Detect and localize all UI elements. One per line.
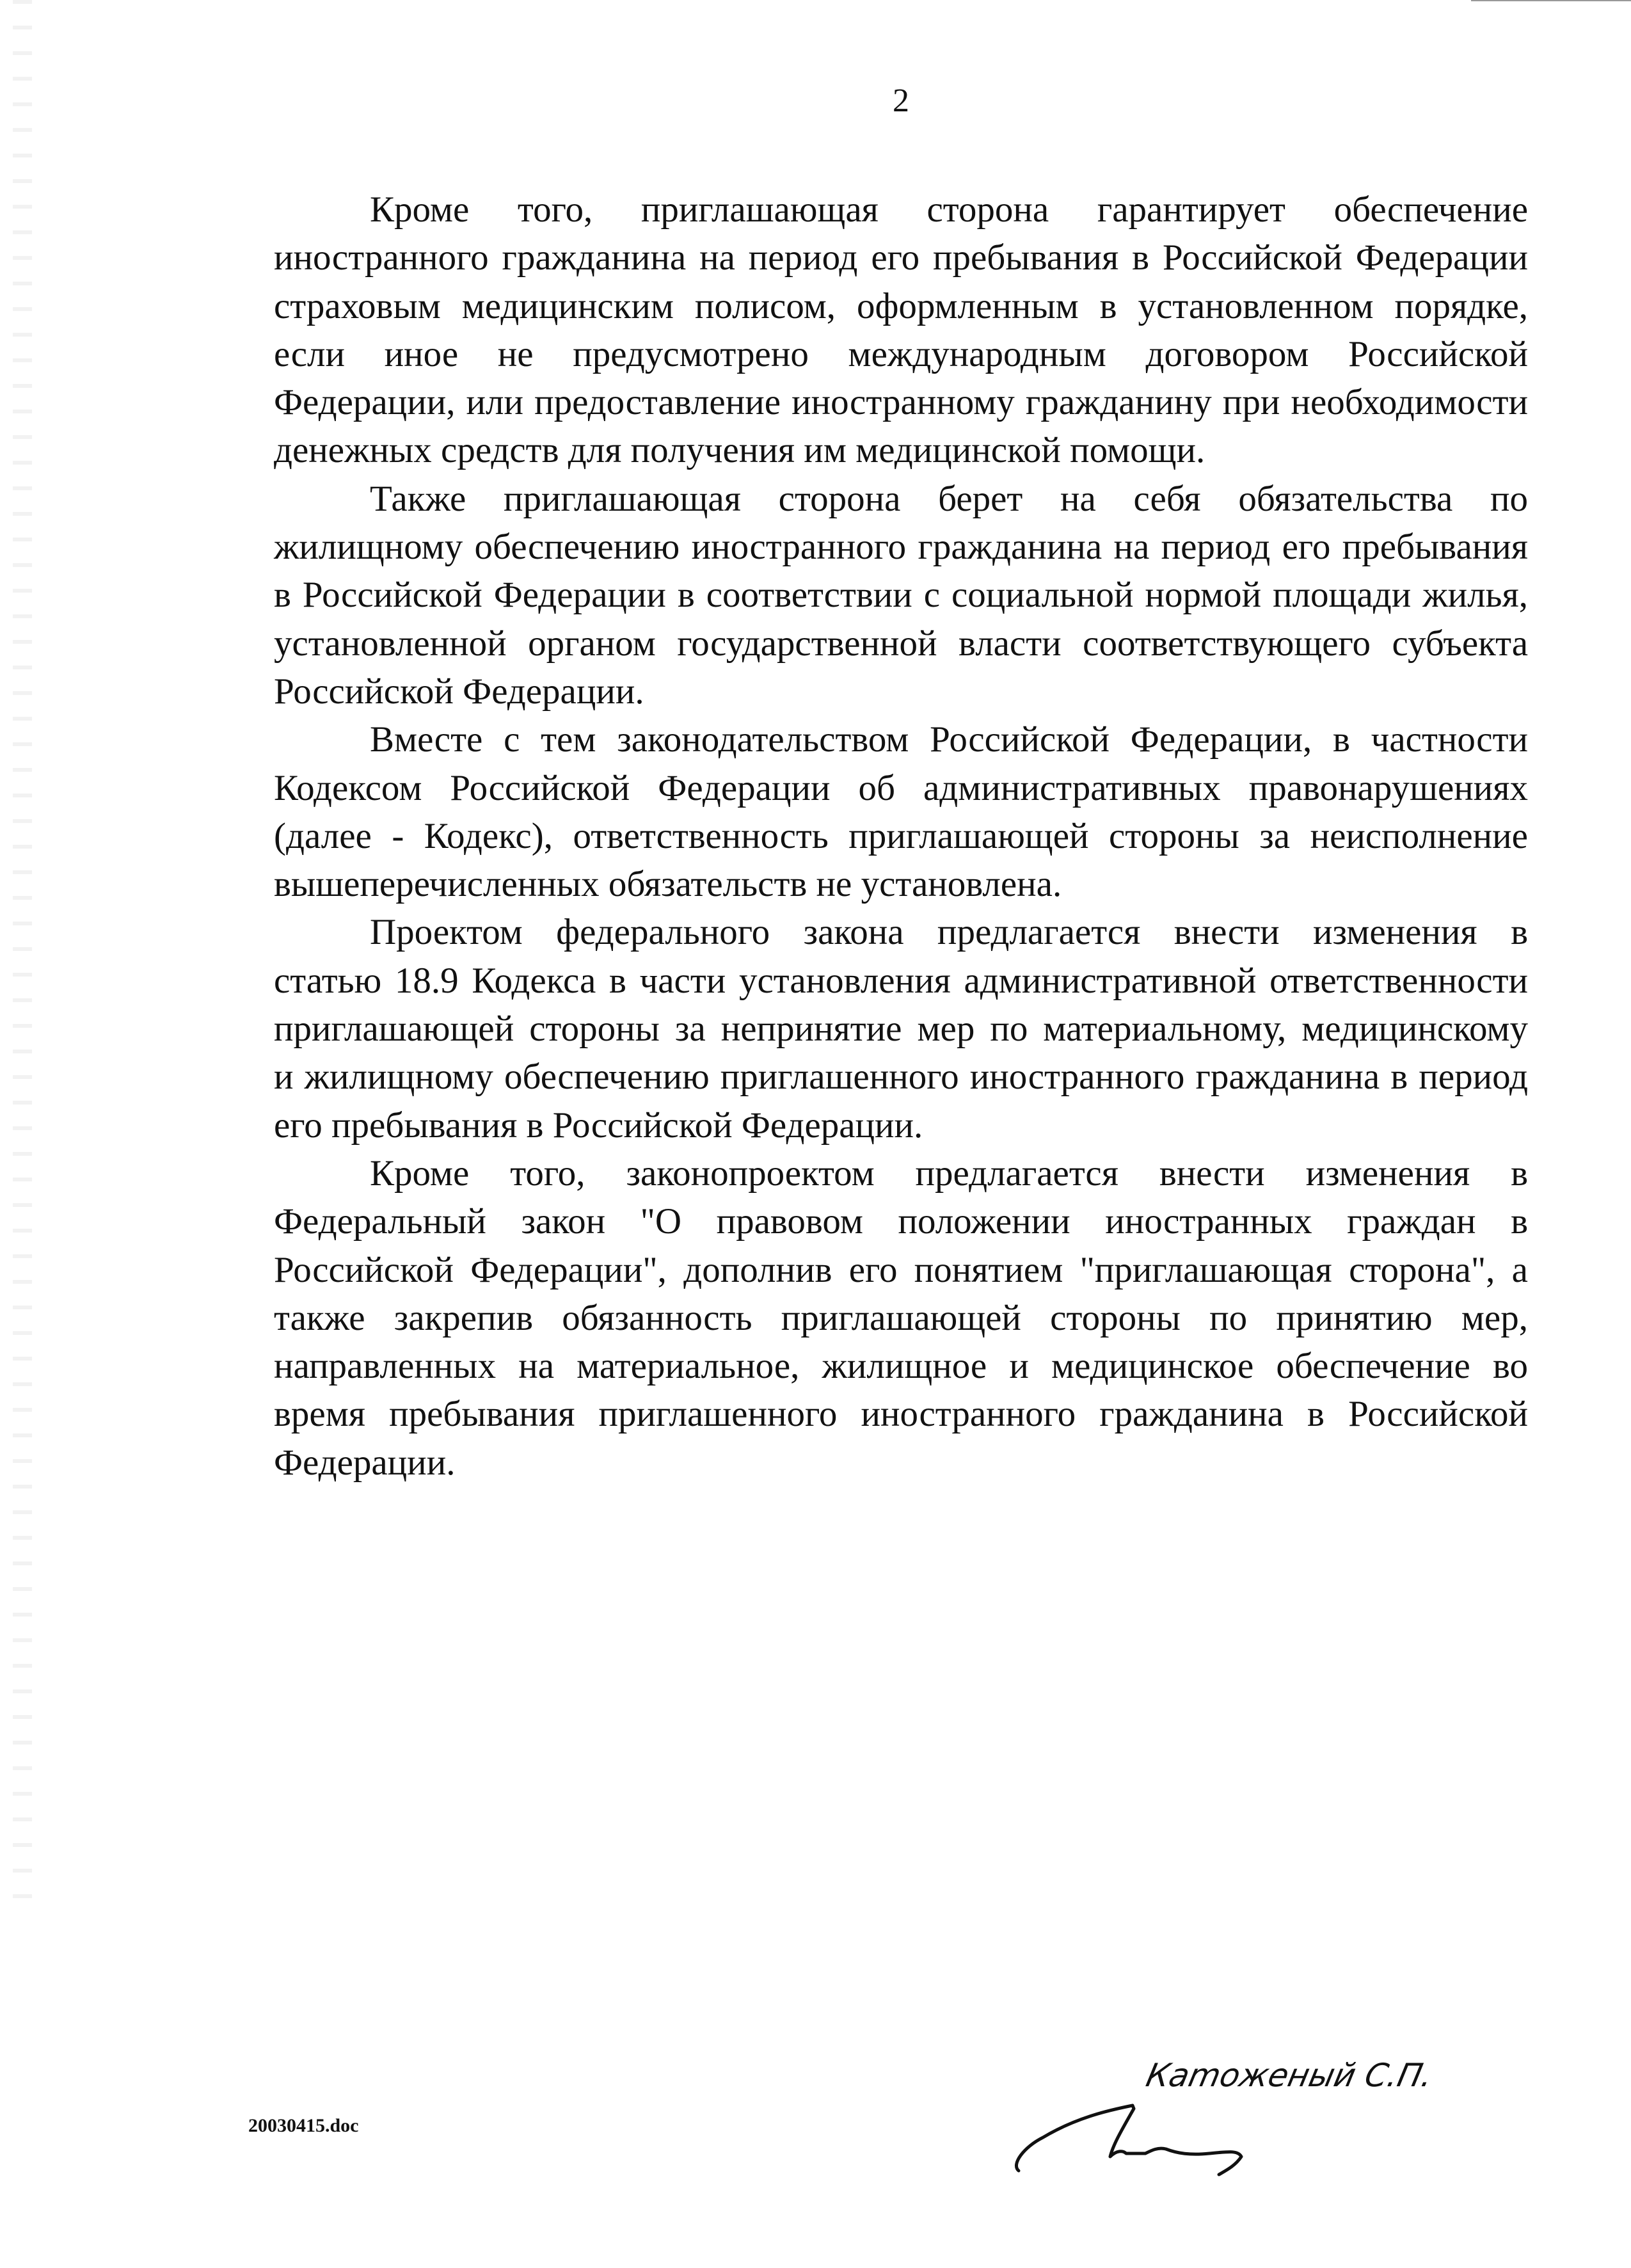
page-number: 2 <box>893 83 909 119</box>
paragraph-line: Российской Федерации", дополнив его понятием "приглашающая сторона", а <box>274 1249 1528 1290</box>
paragraph-line: его пребывания в Российской Федерации. <box>274 1105 923 1146</box>
paragraph-line: Кроме того, приглашающая сторона гарантирует обеспечение <box>370 189 1528 230</box>
paragraph-line: жилищному обеспечению иностранного гражданина на период его пребывания <box>274 527 1528 568</box>
signature-stroke <box>1016 2105 1241 2175</box>
paragraph-line: Кодексом Российской Федерации об административных правонарушениях <box>274 767 1528 808</box>
scan-binding-artifact <box>13 0 32 1920</box>
paragraph-line: направленных на материальное, жилищное и медицинское обеспечение во <box>274 1346 1528 1387</box>
paragraph-line: денежных средств для получения им медицинской помощи. <box>274 430 1205 471</box>
paragraph-line: в Российской Федерации в соответствии с социальной нормой площади жилья, <box>274 575 1528 616</box>
paragraph-line: время пребывания приглашенного иностранного гражданина в Российской <box>274 1394 1528 1435</box>
paragraph-line: приглашающей стороны за непринятие мер по материальному, медицинскому <box>274 1009 1528 1050</box>
document-body <box>274 186 1528 1487</box>
paragraph-line: (далее - Кодекс), ответственность приглашающей стороны за неисполнение <box>274 815 1528 856</box>
footer-filename: 20030415.doc <box>248 2115 359 2136</box>
paragraph-line: Кроме того, законопроектом предлагается внести изменения в <box>370 1153 1528 1194</box>
paragraph-line: Федерации. <box>274 1442 456 1483</box>
paragraph-line: вышеперечисленных обязательств не установлена. <box>274 864 1062 905</box>
paragraph-line: Федерации, или предоставление иностранному гражданину при необходимости <box>274 382 1528 423</box>
signature <box>998 2022 1561 2214</box>
paragraph-line: иностранного гражданина на период его пребывания в Российской Федерации <box>274 237 1528 278</box>
paragraph-line: и жилищному обеспечению приглашенного иностранного гражданина в период <box>274 1057 1528 1098</box>
paragraph-line: Вместе с тем законодательством Российской Федерации, в частности <box>370 719 1528 760</box>
paragraph-line: Российской Федерации. <box>274 671 644 712</box>
paragraph-line: также закрепив обязанность приглашающей стороны по принятию мер, <box>274 1297 1528 1338</box>
scan-edge-line <box>1471 0 1631 4</box>
paragraph-line: Также приглашающая сторона берет на себя обязательства по <box>370 478 1528 519</box>
paragraph-line: статью 18.9 Кодекса в части установления административной ответственности <box>274 960 1528 1001</box>
paragraph-line: установленной органом государственной власти соответствующего субъекта <box>274 623 1528 664</box>
paragraph-line: Проектом федерального закона предлагается внести изменения в <box>370 912 1528 953</box>
paragraph-line: Федеральный закон "О правовом положении иностранных граждан в <box>274 1201 1528 1242</box>
signature-name-handwritten: Каmоженый С.П. <box>1143 2056 1436 2094</box>
paragraph-line: страховым медицинским полисом, оформленным в установленном порядке, <box>274 285 1528 326</box>
paragraph-line: если иное не предусмотрено международным договором Российской <box>274 333 1528 374</box>
